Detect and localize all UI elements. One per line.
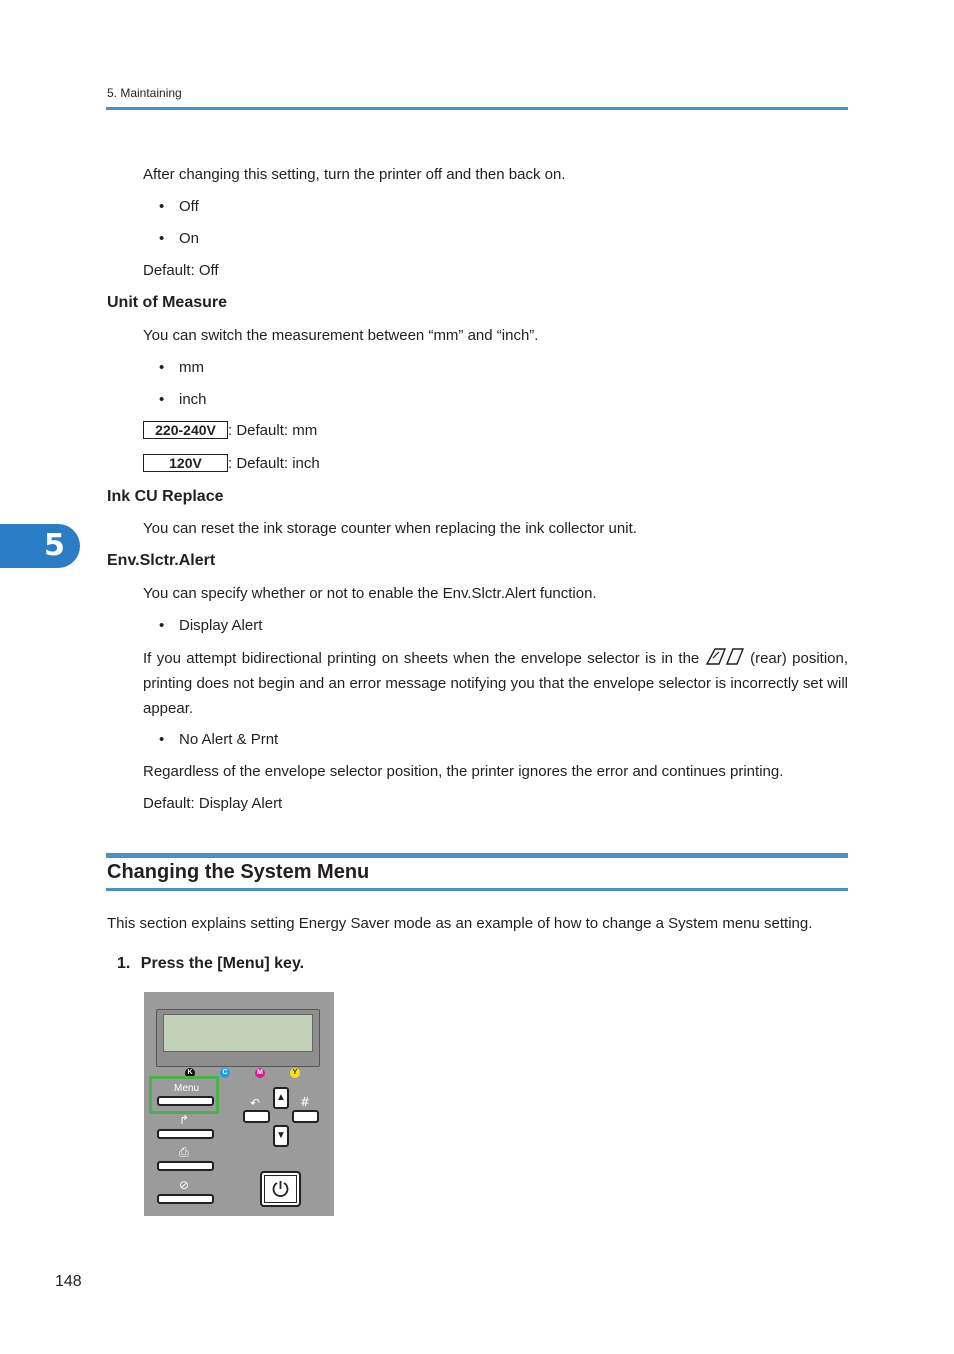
default-row: 220-240V : Default: mm: [143, 421, 317, 441]
control-panel-illustration: [144, 992, 334, 1216]
step-text: Press the [Menu] key.: [140, 955, 305, 972]
default-text: Default: Off: [143, 262, 219, 279]
header-rule: [106, 107, 848, 110]
list-item: • inch: [159, 391, 207, 408]
section-intro: This section explains setting Energy Saver mode as an example of how to change a System menu setting.: [107, 915, 813, 932]
setting-description: You can reset the ink storage counter when replacing the ink collector unit.: [143, 520, 637, 537]
voltage-badge: 220-240V: [143, 421, 228, 439]
form-feed-icon: ⎙: [179, 1145, 189, 1159]
ink-led-cyan: C: [220, 1068, 230, 1078]
escape-key[interactable]: [243, 1110, 270, 1123]
setting-description: You can specify whether or not to enable the Env.Slctr.Alert function.: [143, 585, 597, 602]
job-reset-key[interactable]: [157, 1129, 214, 1139]
setting-heading: Unit of Measure: [107, 294, 228, 311]
section-title: Changing the System Menu: [107, 861, 370, 883]
ink-led-yellow: Y: [290, 1068, 300, 1078]
list-item: • Off: [159, 198, 199, 215]
menu-key-label: Menu: [174, 1083, 200, 1094]
chapter-tab: [0, 524, 80, 568]
power-key[interactable]: [260, 1171, 301, 1207]
setting-description: You can switch the measurement between “mm” and “inch”.: [143, 327, 539, 344]
envelope-selector-rear-icon: [705, 646, 745, 666]
display-frame: [156, 1009, 320, 1067]
list-item: • mm: [159, 359, 204, 376]
section-rule-top: [106, 853, 848, 858]
default-row: 120V : Default: inch: [143, 454, 320, 474]
ink-led-black: K: [185, 1068, 195, 1078]
step: [117, 954, 304, 974]
voltage-badge: 120V: [143, 454, 228, 472]
section-rule-bottom: [106, 888, 848, 891]
chapter-number: 5: [44, 528, 65, 563]
option-description: If you attempt bidirectional printing on sheets when the envelope selector is in the (rear) position, printing does not begin and an error message notifying you that the envelope selector is incorrectly set will appear.: [143, 646, 848, 721]
lcd-display: [163, 1014, 313, 1052]
setting-heading: Env.Slctr.Alert: [107, 552, 216, 569]
option-description: Regardless of the envelope selector position, the printer ignores the error and continues printing.: [143, 763, 784, 780]
default-text: Default: Display Alert: [143, 795, 283, 812]
enter-hash-icon: #: [300, 1095, 311, 1109]
power-icon: [262, 1173, 299, 1205]
ink-led-magenta: M: [255, 1068, 265, 1078]
menu-key-highlight: [149, 1076, 219, 1114]
list-item: • Display Alert: [159, 617, 263, 634]
menu-key[interactable]: [157, 1096, 214, 1106]
form-feed-key[interactable]: [157, 1161, 214, 1171]
running-header: 5. Maintaining: [107, 86, 182, 100]
enter-key[interactable]: [292, 1110, 319, 1123]
cancel-icon: ⊘: [179, 1178, 190, 1192]
cancel-key[interactable]: [157, 1194, 214, 1204]
setting-heading: Ink CU Replace: [107, 488, 224, 505]
intro-text: After changing this setting, turn the printer off and then back on.: [143, 166, 566, 183]
up-arrow-key[interactable]: ▲: [273, 1087, 289, 1109]
list-item: • On: [159, 230, 200, 247]
down-arrow-key[interactable]: ▼: [273, 1125, 289, 1147]
step-number: 1.: [117, 955, 131, 972]
page-number: 148: [55, 1273, 82, 1290]
job-reset-icon: ↱: [179, 1113, 190, 1127]
escape-icon: ↶: [250, 1096, 261, 1110]
list-item: • No Alert & Prnt: [159, 731, 279, 748]
